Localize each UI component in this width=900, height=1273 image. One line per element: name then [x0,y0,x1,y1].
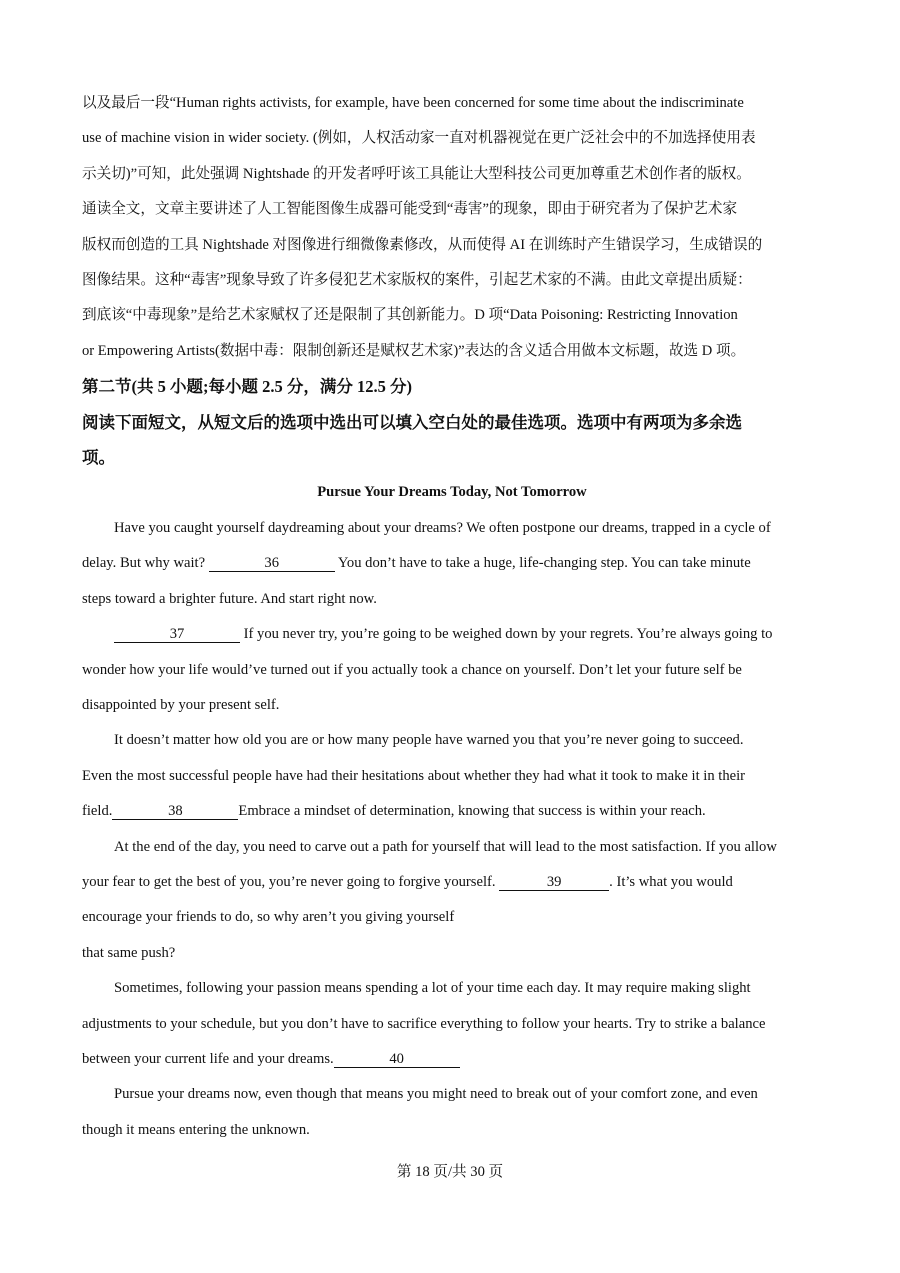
passage-text: your fear to get the best of you, you’re never going to forgive yourself. [82,873,500,890]
passage-line: disappointed by your present self. [82,696,280,713]
analysis-paragraph [82,86,822,369]
passage-text: If you never try, you’re going to be weighed down by your regrets. You’re always going to [240,626,773,643]
passage-paragraph-4 [82,830,822,972]
page-number-footer: 第 18 页/共 30 页 [396,1164,504,1180]
passage-line: steps toward a brighter future. And start right now. [82,590,377,607]
blank-36[interactable]: 36 [209,556,335,572]
analysis-line: use of machine vision in wider society. (例如，人权活动家一直对机器视觉在更广泛社会中的不加选择使用表 [82,130,756,147]
blank-40[interactable]: 40 [334,1052,460,1068]
passage-text: Embrace a mindset of determination, knowing that success is within your reach. [238,803,706,820]
analysis-line: 到底该“中毒现象”是给艺术家赋权了还是限制了其创新能力。D 项“Data Poisoning: Restricting Innovation [82,307,738,324]
section-instruction: 阅读下面短文，从短文后的选项中选出可以填入空白处的最佳选项。选项中有两项为多余选 [82,412,742,432]
passage-line [82,1042,822,1077]
page-content [82,86,822,1148]
passage-line: It doesn’t matter how old you are or how many people have warned you that you’re never going to succeed. [114,732,744,749]
passage-line: Sometimes, following your passion means spending a lot of your time each day. It may require making slight [114,980,751,997]
passage-line: wonder how your life would’ve turned out if you actually took a chance on yourself. Don’t let your future self be [82,661,742,678]
blank-37[interactable]: 37 [114,627,240,643]
passage-paragraph-5 [82,971,822,1077]
analysis-line: or Empowering Artists(数据中毒：限制创新还是赋权艺术家)”表达的含义适合用做本文标题，故选 D 项。 [82,342,746,359]
passage-title: Pursue Your Dreams Today, Not Tomorrow [317,484,587,501]
analysis-line: 通读全文，文章主要讲述了人工智能图像生成器可能受到“毒害”的现象，即由于研究者为了保护艺术家 [82,201,738,218]
blank-38[interactable]: 38 [112,804,238,820]
passage-line: Pursue your dreams now, even though that means you might need to break out of your comfort zone, and even [114,1086,758,1103]
section-instruction-cont: 项。 [82,448,115,468]
passage-text: . It’s what you would [609,873,733,890]
passage-line [82,617,822,652]
passage-line [82,865,822,900]
passage-line: though it means entering the unknown. [82,1121,310,1138]
passage-paragraph-2 [82,617,822,723]
passage-line [82,794,822,829]
passage-line: that same push? [82,944,176,961]
analysis-line: 以及最后一段“Human rights activists, for example, have been concerned for some time about the indiscriminate [82,95,744,111]
analysis-line: 图像结果。这种“毒害”现象导致了许多侵犯艺术家版权的案件，引起艺术家的不满。由此文章提出质疑： [82,272,752,289]
passage-paragraph-6 [82,1077,822,1148]
passage-line: encourage your friends to do, so why aren’t you giving yourself [82,909,455,926]
passage-text: between your current life and your dreams. [82,1050,334,1067]
passage-text: field. [82,803,113,820]
passage-line: At the end of the day, you need to carve out a path for yourself that will lead to the most satisfaction. If you allow [114,838,777,855]
blank-39[interactable]: 39 [499,875,609,891]
passage-line: Have you caught yourself daydreaming about your dreams? We often postpone our dreams, trapped in a cycle of [114,519,771,536]
analysis-line: 版权而创造的工具 Nightshade 对图像进行细微像素修改，从而使得 AI 在训练时产生错误学习，生成错误的 [82,236,763,253]
passage-line: adjustments to your schedule, but you don’t have to sacrifice everything to follow your hearts. Try to strike a balance [82,1015,766,1032]
passage-text: delay. But why wait? [82,555,209,572]
passage-paragraph-1 [82,511,822,617]
section-heading: 第二节(共 5 小题;每小题 2.5 分，满分 12.5 分) [82,377,412,397]
passage-line: Even the most successful people have had their hesitations about whether they had what it took to make it in their [82,767,746,784]
passage-text: You don’t have to take a huge, life-changing step. You can take minute [334,555,751,572]
passage-line [82,546,822,581]
passage-paragraph-3 [82,723,822,829]
analysis-line: 示关切)”可知，此处强调 Nightshade 的开发者呼吁该工具能让大型科技公司更加尊重艺术创作者的版权。 [82,165,751,182]
